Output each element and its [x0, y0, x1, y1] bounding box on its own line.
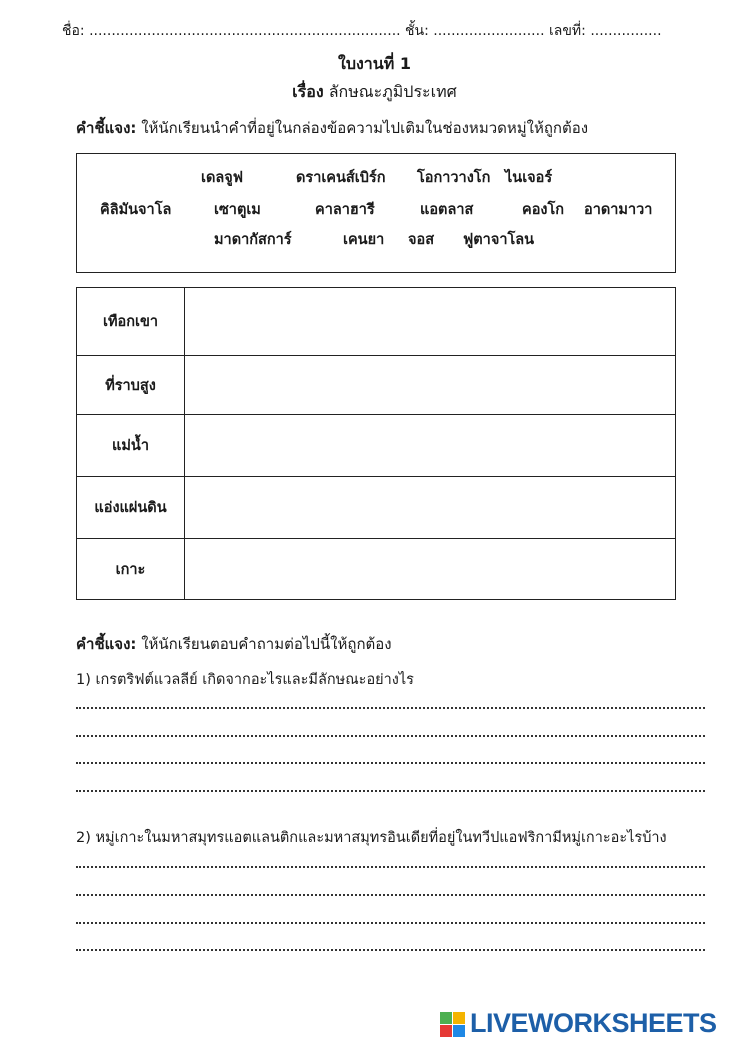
brand-name: LIVEWORKSHEETS [470, 1008, 717, 1038]
table-row [77, 356, 676, 415]
worksheet-subject [0, 80, 749, 105]
word-bank-item[interactable]: คาลาฮารี [315, 202, 375, 218]
answer-line[interactable] [76, 866, 705, 868]
student-info-line: ชื่อ: ...................................................................... ชั้น: ......................... เลขที่: ................ [62, 23, 662, 39]
word-bank-item[interactable]: อาดามาวา [584, 202, 653, 218]
answer-line[interactable] [76, 894, 705, 896]
word-bank-item[interactable]: เดลจูฟ [201, 170, 244, 186]
word-bank-box [76, 153, 676, 273]
answer-line[interactable] [76, 949, 705, 951]
word-bank-item[interactable]: คองโก [522, 202, 565, 218]
answer-line[interactable] [76, 922, 705, 924]
category-label: เทือกเขา [77, 288, 185, 356]
answer-line[interactable] [76, 762, 705, 764]
answer-drop-zone[interactable] [185, 539, 676, 600]
question-1: 1) เกรตริฟต์แวลลีย์ เกิดจากอะไรและมีลักษณะอย่างไร [76, 672, 414, 688]
category-label: แม่น้ำ [77, 415, 185, 477]
answer-line[interactable] [76, 707, 705, 709]
category-label: แอ่งแผ่นดิน [77, 477, 185, 539]
category-table [76, 287, 676, 600]
word-bank-item[interactable]: ไนเจอร์ [505, 170, 553, 186]
answer-drop-zone[interactable] [185, 477, 676, 539]
word-bank-item[interactable]: มาดากัสการ์ [214, 232, 292, 248]
word-bank-item[interactable]: เซาตูเม [214, 202, 261, 218]
word-bank-item[interactable]: ดราเคนส์เบิร์ก [296, 170, 386, 186]
subject-label: เรื่อง [292, 82, 324, 101]
instruction-2 [76, 632, 392, 656]
word-bank-item[interactable]: จอส [408, 232, 435, 248]
answer-drop-zone[interactable] [185, 288, 676, 356]
answer-drop-zone[interactable] [185, 415, 676, 477]
instruction-2-text: ให้นักเรียนตอบคำถามต่อไปนี้ให้ถูกต้อง [141, 635, 392, 653]
subject-text: ลักษณะภูมิประเทศ [328, 82, 457, 101]
table-row [77, 539, 676, 600]
word-bank-item[interactable]: คิลิมันจาโล [100, 202, 172, 218]
word-bank-item[interactable]: แอตลาส [420, 202, 474, 218]
instruction-1-label: คำชี้แจง: [76, 119, 137, 137]
table-row [77, 477, 676, 539]
word-bank-item[interactable]: ฟูตาจาโลน [463, 232, 535, 248]
liveworksheets-logo-icon [440, 1012, 466, 1038]
liveworksheets-logo [440, 1008, 740, 1038]
worksheet-title: ใบงานที่ 1 [338, 54, 411, 73]
word-bank-item[interactable]: โอกาวางโก [417, 170, 491, 186]
answer-line[interactable] [76, 735, 705, 737]
table-row [77, 288, 676, 356]
table-row [77, 415, 676, 477]
instruction-1-text: ให้นักเรียนนำคำที่อยู่ในกล่องข้อความไปเติมในช่องหมวดหมู่ให้ถูกต้อง [141, 119, 589, 137]
category-label: เกาะ [77, 539, 185, 600]
answer-line[interactable] [76, 790, 705, 792]
instruction-1 [76, 116, 588, 140]
instruction-2-label: คำชี้แจง: [76, 635, 137, 653]
answer-drop-zone[interactable] [185, 356, 676, 415]
question-2: 2) หมู่เกาะในมหาสมุทรแอตแลนติกและมหาสมุทรอินเดียที่อยู่ในทวีปแอฟริกามีหมู่เกาะอะไรบ้าง [76, 830, 667, 846]
word-bank-item[interactable]: เคนยา [343, 232, 385, 248]
category-label: ที่ราบสูง [77, 356, 185, 415]
